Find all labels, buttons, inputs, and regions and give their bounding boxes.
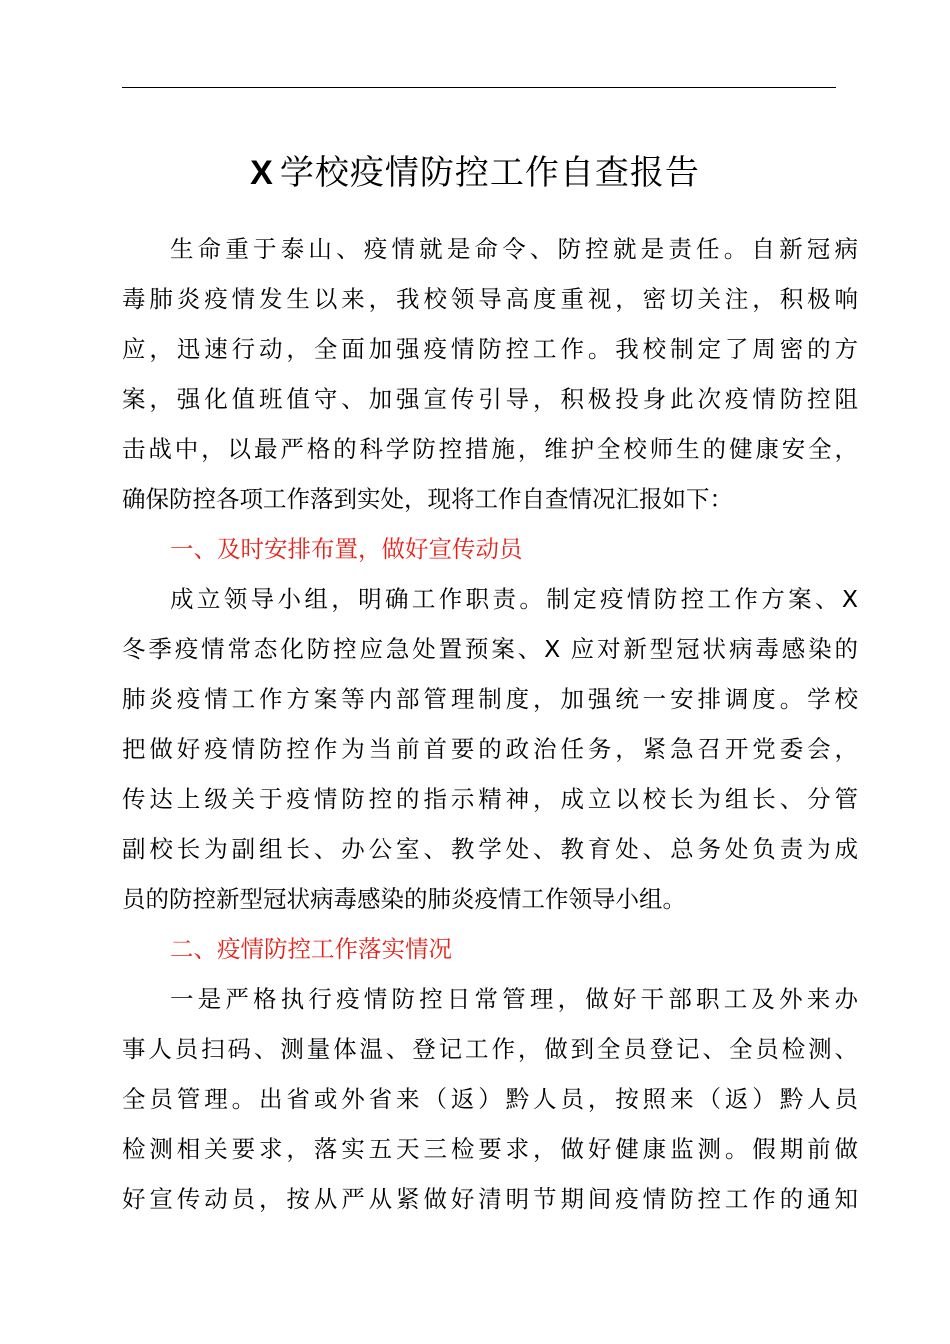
title-main: 学校疫情防控工作自查报告 — [279, 153, 700, 193]
text-line: 击战中，以最严格的科学防控措施，维护全校师生的健康安全， — [122, 435, 858, 463]
text-line: 肺炎疫情工作方案等内部管理制度，加强统一安排调度。学校 — [122, 685, 858, 713]
document-title — [0, 148, 950, 198]
text-line: 员的防控新型冠状病毒感染的肺炎疫情工作领导小组。 — [122, 885, 686, 913]
text-line: 全员管理。出省或外省来（返）黔人员，按照来（返）黔人员 — [122, 1085, 858, 1113]
document-body — [122, 224, 858, 1224]
paragraph-daily-management — [122, 974, 858, 1224]
section-heading-2: 二、疫情防控工作落实情况 — [170, 935, 452, 963]
text-line: 检测相关要求，落实五天三检要求，做好健康监测。假期前做 — [122, 1135, 858, 1163]
text-line: 传达上级关于疫情防控的指示精神，成立以校长为组长、分管 — [122, 785, 858, 813]
text-line: 把做好疫情防控作为当前首要的政治任务，紧急召开党委会， — [122, 735, 858, 763]
text-line: 事人员扫码、测量体温、登记工作，做到全员登记、全员检测、 — [122, 1035, 858, 1063]
text-line: 确保防控各项工作落到实处，现将工作自查情况汇报如下： — [122, 485, 733, 513]
text-line: 案，强化值班值守、加强宣传引导，积极投身此次疫情防控阻 — [122, 385, 858, 413]
paragraph-intro — [122, 224, 858, 524]
header-rule — [122, 87, 836, 88]
paragraph-leadership-group — [122, 574, 858, 924]
text-line: 毒肺炎疫情发生以来，我校领导高度重视，密切关注，积极响 — [122, 285, 858, 313]
text-line: 一是严格执行疫情防控日常管理，做好干部职工及外来办 — [170, 985, 858, 1013]
text-line: 好宣传动员，按从严从紧做好清明节期间疫情防控工作的通知 — [122, 1185, 858, 1213]
text-line: 生命重于泰山、疫情就是命令、防控就是责任。自新冠病 — [170, 235, 858, 263]
text-line: 冬季疫情常态化防控应急处置预案、X 应对新型冠状病毒感染的 — [122, 635, 858, 663]
title-prefix: X — [250, 154, 274, 192]
text-line: 成立领导小组，明确工作职责。制定疫情防控工作方案、X — [170, 585, 858, 613]
section-heading-1: 一、及时安排布置，做好宣传动员 — [170, 535, 523, 563]
text-line: 副校长为副组长、办公室、教学处、教育处、总务处负责为成 — [122, 835, 858, 863]
text-line: 应，迅速行动，全面加强疫情防控工作。我校制定了周密的方 — [122, 335, 858, 363]
